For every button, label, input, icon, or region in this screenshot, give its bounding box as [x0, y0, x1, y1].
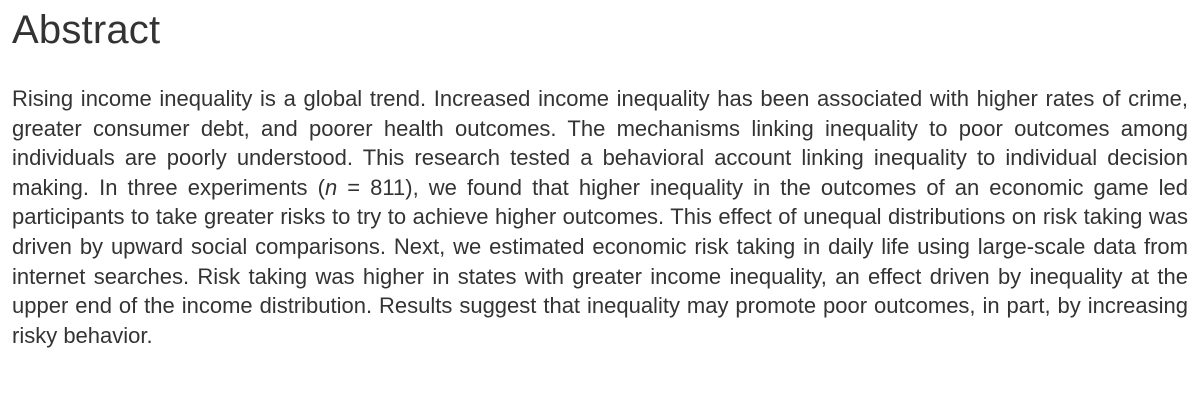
- abstract-text-part-2: = 811), we found that higher inequality in the outcomes of an economic game led participants to take greater risks to try to achieve higher outcomes. This effect of unequal distributions on risk taking was driven by upward social comparisons. Next, we estimated economic risk taking in daily life using large-scale data from internet searches. Risk taking was higher in states with greater income inequality, an effect driven by inequality at the upper end of the income distribution. Results suggest that inequality may promote poor outcomes, in part, by increasing risky behavior.: [12, 174, 1188, 348]
- sample-size-symbol: n: [324, 174, 338, 200]
- section-heading: Abstract: [12, 8, 161, 52]
- abstract-paragraph: [12, 84, 1188, 350]
- abstract-text-part-1: Rising income inequality is a global trend. Increased income inequality has been associated with higher rates of crime, greater consumer debt, and poorer health outcomes. The mechanisms linking inequality to poor outcomes among individuals are poorly understood. This research tested a behavioral account linking inequality to individual decision making. In three experiments (: [12, 86, 1188, 200]
